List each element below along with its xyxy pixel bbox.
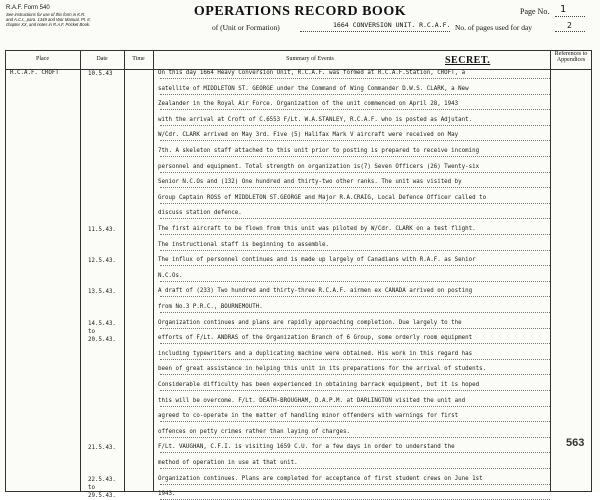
ruled-line — [160, 156, 550, 157]
ruled-line — [160, 78, 550, 79]
ruled-line — [160, 468, 550, 469]
summary-line: including typewriters and a duplicating machine were obtained. His work in this regard has — [158, 350, 473, 357]
ruled-line — [160, 359, 550, 360]
row-place: R.C.A.F. CROFT — [10, 70, 59, 76]
summary-line: satellite of MIDDLETON ST. GEORGE under the Command of Wing Commander D.W.S. CLARK, a New — [158, 85, 469, 92]
col-header-summary: Summary of Events — [286, 56, 334, 62]
summary-line: Zealander in the Royal Air Force. Organization of the unit commenced on April 28, 1943 — [158, 101, 459, 108]
ruled-line — [160, 250, 550, 251]
ruled-line — [160, 374, 550, 375]
ruled-line — [160, 265, 550, 266]
summary-line: agreed to co-operate in the matter of handling minor offenders with warnings for first — [158, 413, 459, 420]
ruled-line — [160, 234, 550, 235]
summary-line: efforts of F/Lt. ANDRAS of the Organization Branch of 6 Group, some orderly room equipment — [158, 335, 473, 342]
col-header-date: Date — [96, 56, 108, 62]
ruled-line — [160, 203, 550, 204]
summary-line: Senior N.C.Os and (132) One hundred and thirty-two other ranks. The unit was visited by — [158, 179, 462, 186]
page-number-label: Page No. — [520, 7, 550, 16]
row-date: 22.5.43. to 29.5.43. — [88, 476, 116, 499]
ruled-line — [160, 94, 550, 95]
ruled-line — [160, 281, 550, 282]
row-date: 10.5.43 — [88, 71, 113, 77]
summary-line: personnel and equipment. Total strength on organization is(7) Seven Officers (26) Twenty-six — [158, 163, 480, 170]
summary-line: The instructional staff is beginning to assemble. — [158, 241, 330, 248]
ruled-line — [160, 296, 550, 297]
ruled-line — [160, 390, 550, 391]
instructions-note: See instructions for use of this form in K.R. and A.C.I., para. 1349 and War Manual, Pt. II, chapter XX, and notes in R.A.F. Pocket Book. — [6, 12, 91, 27]
summary-line: Considerable difficulty has been experienced in obtaining barrack equipment, but it is hoped — [158, 382, 480, 388]
summary-line: W/Cdr. CLARK arrived on May 3rd. Five (5) Halifax Mark V aircraft were received on May — [158, 132, 459, 139]
ruled-line — [160, 328, 550, 329]
form-number: R.A.F. Form 540 — [6, 5, 50, 11]
summary-line: N.C.Os. — [158, 272, 183, 279]
ruled-line — [160, 452, 550, 453]
summary-line: The first aircraft to be flown from this unit was piloted by W/Cdr. CLARK on a test flight. — [158, 226, 476, 232]
summary-line: 1943. — [158, 491, 176, 498]
summary-line: method of operation in use at that unit. — [158, 460, 298, 466]
ruled-line — [160, 140, 550, 141]
ruled-line — [160, 437, 550, 438]
summary-line: Group Captain ROSS of MIDDLETON ST.GEORGE and Major R.A.CRAIG, Local Defence Officer called to — [158, 194, 487, 201]
summary-line: from No.3 P.R.C., BOURNEMOUTH. — [158, 304, 263, 310]
pages-used-label: No. of pages used for day — [455, 23, 533, 32]
row-date: 13.5.43. — [88, 289, 116, 296]
summary-line: On this day 1664 Heavy Conversion Unit, R.C.A.F. was formed at R.C.A.F.Station, CROFT, a — [158, 70, 466, 76]
ruled-line — [160, 343, 550, 344]
summary-line: A draft of (233) Two hundred and thirty-three R.C.A.F. airmen ex CANADA arrived on posting — [158, 288, 473, 295]
summary-line: F/Lt. VAUGHAN, C.F.I. is visiting 1659 C.U. for a few days in order to understand the — [158, 444, 455, 451]
summary-line: 7th. A skeleton staff attached to this unit prior to posting is prepared to receive incoming — [158, 148, 480, 154]
ruled-line — [160, 421, 550, 422]
page-number-value: 1 — [560, 4, 567, 15]
summary-line: offences on petty crimes rather than laying of charges. — [158, 428, 350, 435]
row-date: 14.5.43. to 20.5.43. — [88, 320, 116, 343]
summary-line: with the arrival at Croft of C.6553 F/Lt. W.A.STANLEY, R.C.A.F. who is posted as Adjutant. — [158, 116, 473, 123]
col-header-references: References to Appendices — [554, 51, 588, 63]
ruled-line — [160, 218, 550, 219]
unit-label: of (Unit or Formation) — [212, 23, 280, 32]
summary-line: Organization continues. Plans are completed for acceptance of first student crews on June 1st — [158, 475, 483, 482]
summary-line: discuss station defence. — [158, 210, 242, 217]
summary-line: Organization continues and plans are rapidly approaching completion. Due largely to the — [158, 319, 462, 326]
unit-value: 1664 CONVERSION UNIT. R.C.A.F. — [333, 21, 451, 29]
secret-marking: SECRET. — [445, 55, 491, 66]
row-date: 12.5.43. — [88, 258, 116, 265]
ruled-line — [160, 172, 550, 173]
ruled-line — [160, 406, 550, 407]
stamp-number: 563 — [566, 437, 585, 449]
ruled-line — [160, 109, 550, 110]
ruled-line — [160, 312, 550, 313]
row-date: 21.5.43. — [88, 445, 116, 452]
pages-used-value: 2 — [567, 21, 572, 30]
summary-line: been of great assistance in helping this unit in its preparations for the arrival of students. — [158, 366, 487, 373]
summary-line: this will be overcome. F/Lt. DEATH-BROUGHAM, D.A.P.M. at DARLINGTON visited the unit and — [158, 397, 466, 404]
col-header-place: Place — [36, 56, 49, 62]
ruled-line — [160, 125, 550, 126]
page-title: OPERATIONS RECORD BOOK — [193, 4, 407, 19]
summary-line: The influx of personnel continues and is made up largely of Canadians with R.A.F. as Senior — [158, 257, 476, 264]
ruled-line — [160, 484, 550, 485]
ruled-line — [160, 187, 550, 188]
row-date: 11.5.43. — [88, 227, 116, 233]
col-header-time: Time — [132, 56, 145, 62]
